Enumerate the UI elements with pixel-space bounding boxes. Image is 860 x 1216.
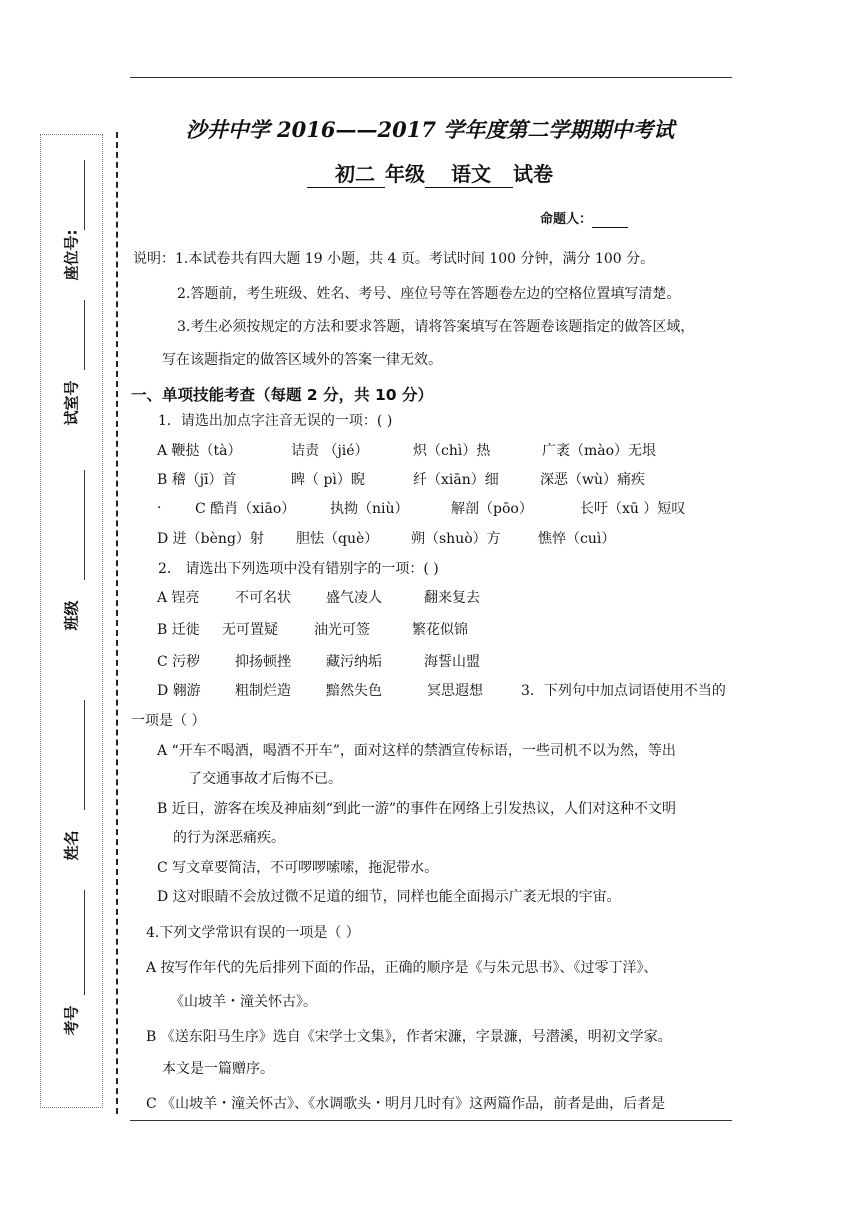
q2-c-3: 藏污纳垢 <box>326 654 382 670</box>
q1-stem: 1．请选出加点字注音无误的一项：( ) <box>158 413 393 429</box>
q2-a-1: A 锃亮 <box>157 590 200 606</box>
seat-blank <box>84 160 85 230</box>
q1-b-3: 纤（xiān）细 <box>413 472 499 488</box>
q2-a-2: 不可名状 <box>235 590 291 606</box>
exam-no-blank <box>84 890 85 995</box>
q2-d-4: 冥思遐想 <box>427 683 483 699</box>
setter-blank <box>592 212 628 228</box>
q4-stem: 4.下列文学常识有误的一项是（ ） <box>146 925 360 941</box>
room-blank <box>84 300 85 370</box>
q2-c-4: 海誓山盟 <box>424 654 480 670</box>
q4-c-line1: C 《山坡羊・潼关怀古》、《水调歌头・明月几时有》这两篇作品，前者是曲，后者是 <box>146 1096 666 1112</box>
room-label: 试室号 <box>62 380 81 426</box>
q2-c-2: 抑扬顿挫 <box>235 654 291 670</box>
q1-d-3: 朔（shuò）方 <box>411 531 501 547</box>
q3-a-line1: A “开车不喝酒，喝酒不开车”，面对这样的禁酒宣传标语，一些司机不以为然，等出 <box>157 743 676 759</box>
class-blank <box>84 470 85 580</box>
q1-c-3: 解剖（pōo） <box>451 501 533 517</box>
setter <box>540 208 628 228</box>
q1-b-2: 睥（ pì）睨 <box>291 472 365 488</box>
header-rule <box>130 77 732 78</box>
note-1: 说明：1.本试卷共有四大题 19 小题，共 4 页。考试时间 100 分钟，满分 100 分。 <box>133 251 655 267</box>
q2-c-1: C 污秽 <box>157 654 201 670</box>
q4-b-line2: 本文是一篇赠序。 <box>162 1061 274 1077</box>
note-3b: 写在该题指定的做答区域外的答案一律无效。 <box>162 352 442 368</box>
exam-subtitle <box>130 158 730 188</box>
q2-b-2: 无可置疑 <box>222 622 278 638</box>
q1-c-2: 执拗（niù） <box>330 501 409 517</box>
q1-a-2: 诘责 （jié） <box>291 443 369 459</box>
grade-suffix: 年级 <box>385 162 425 186</box>
q1-d-1: D 迸（bèng）射 <box>157 531 264 547</box>
q2-d-2: 粗制烂造 <box>235 683 291 699</box>
class-label: 班级 <box>62 600 81 631</box>
exam-no-label: 考号 <box>62 1005 81 1036</box>
q3-b-line1: B 近日，游客在埃及神庙刻“到此一游”的事件在网络上引发热议，人们对这种不文明 <box>157 801 677 817</box>
subject-value: 语文 <box>425 158 513 188</box>
q3-a-line2: 了交通事故才后悔不已。 <box>188 771 342 787</box>
q2-b-3: 油光可签 <box>314 622 370 638</box>
footer-rule <box>130 1120 732 1121</box>
q2-b-1: B 迁徙 <box>157 622 200 638</box>
q1-a-3: 炽（chì）热 <box>413 443 491 459</box>
q2-b-4: 繁花似锦 <box>412 622 468 638</box>
q1-d-4: 憔悴（cuì） <box>538 531 616 547</box>
q1-a-1: A 鞭挞（tà） <box>157 443 242 459</box>
q2-stem: 2． 请选出下列选项中没有错别字的一项：( ) <box>158 561 439 577</box>
setter-label: 命题人： <box>540 212 593 227</box>
q1-c-mark: . <box>157 496 162 512</box>
q1-b-1: B 稽（jī）首 <box>157 472 237 488</box>
q1-d-2: 胆怯（què） <box>296 531 379 547</box>
q1-c-4: 长吁（xū ）短叹 <box>580 501 686 517</box>
q3-stem: 3．下列句中加点词语使用不当的 <box>521 683 726 699</box>
cut-line <box>116 132 118 1114</box>
q1-c-1: C 酷肖（xiāo） <box>195 501 296 517</box>
q3-stem-cont: 一项是（ ） <box>131 713 206 729</box>
exam-title: 沙井中学 2016——2017 学年度第二学期期中考试 <box>185 117 675 142</box>
note-3: 3.考生必须按规定的方法和要求答题，请将答案填写在答题卷该题指定的做答区域， <box>177 319 695 335</box>
q4-b-line1: B 《送东阳马生序》选自《宋学士文集》，作者宋濂，字景濂，号潜溪，明初文学家。 <box>146 1029 672 1045</box>
q2-d-3: 黯然失色 <box>326 683 382 699</box>
q2-a-4: 翻来复去 <box>424 590 480 606</box>
section-1-heading: 一、单项技能考查（每题 2 分，共 10 分） <box>131 386 433 404</box>
q1-a-4: 广袤（mào）无垠 <box>542 443 657 459</box>
q4-a-line2: 《山坡羊・潼关怀古》。 <box>170 994 317 1010</box>
name-blank <box>84 700 85 810</box>
paper-suffix: 试卷 <box>513 162 553 186</box>
q3-c-line1: C 写文章要简洁，不可啰啰嗦嗦，拖泥带水。 <box>157 860 439 876</box>
q2-d-1: D 翱游 <box>157 683 201 699</box>
q4-a-line1: A 按写作年代的先后排列下面的作品，正确的顺序是《与朱元思书》、《过零丁洋》、 <box>146 960 658 976</box>
name-label: 姓名 <box>62 830 81 861</box>
q1-b-4: 深恶（wù）痛疾 <box>540 472 645 488</box>
q2-a-3: 盛气凌人 <box>326 590 382 606</box>
note-2: 2.答题前，考生班级、姓名、考号、座位号等在答题卷左边的空格位置填写清楚。 <box>177 286 681 302</box>
seat-label: 座位号: <box>62 229 81 281</box>
q3-d-line1: D 这对眼睛不会放过微不足道的细节，同样也能全面揭示广袤无垠的宇宙。 <box>157 889 621 905</box>
q3-b-line2: 的行为深恶痛疾。 <box>173 830 285 846</box>
grade-value: 初二 <box>307 158 385 188</box>
